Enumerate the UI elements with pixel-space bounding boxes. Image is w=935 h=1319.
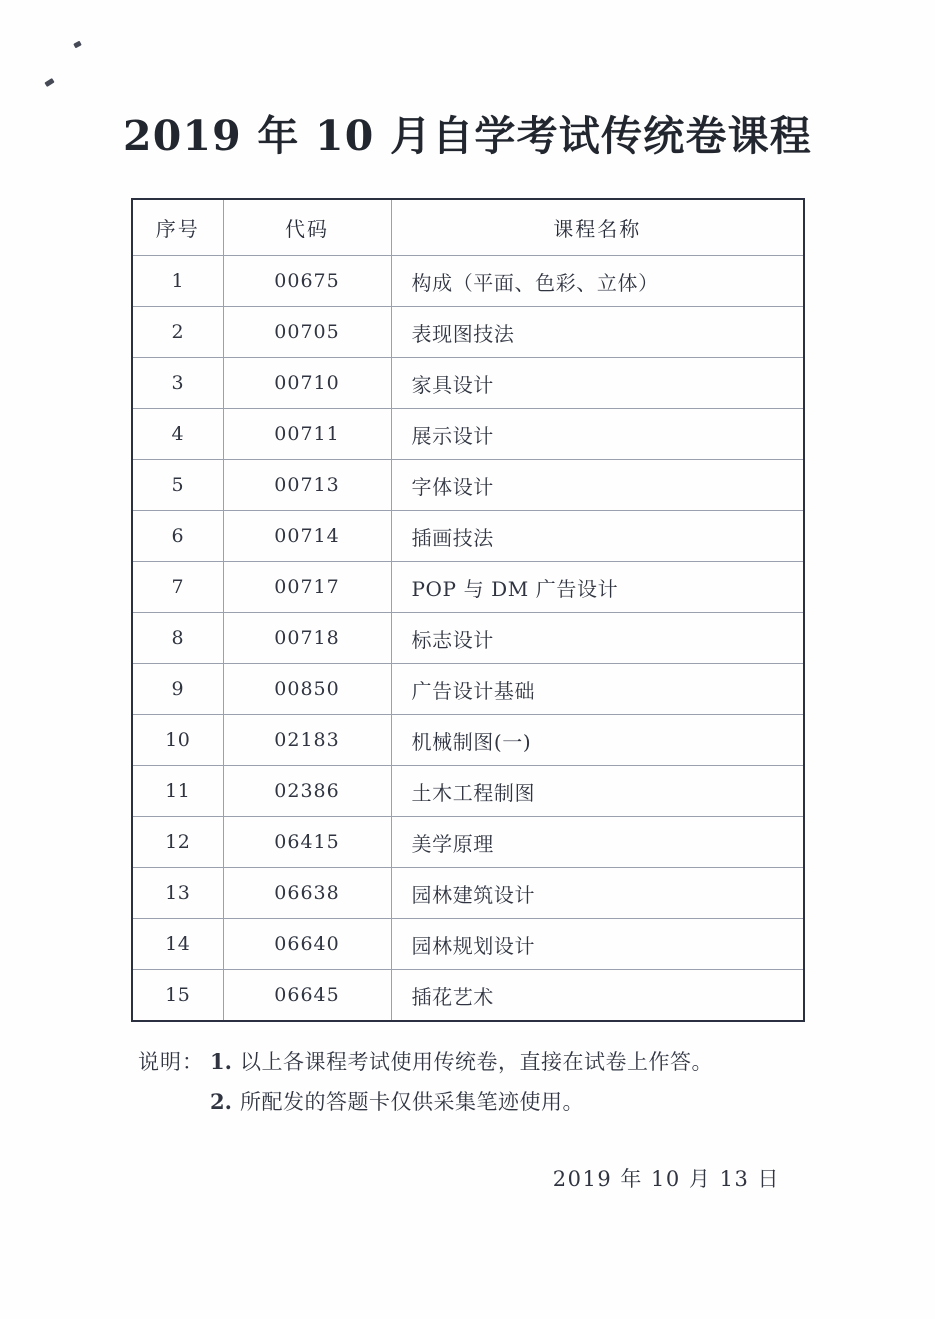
table-header-row: [132, 199, 804, 256]
note-number: 1.: [210, 1049, 232, 1074]
table-row: [132, 715, 804, 766]
cell-index: 1: [132, 256, 223, 307]
table-row: [132, 817, 804, 868]
cell-code: 00717: [223, 562, 391, 613]
cell-code: 00675: [223, 256, 391, 307]
cell-name: 标志设计: [391, 613, 804, 664]
cell-index: 9: [132, 664, 223, 715]
column-header-name: 课程名称: [391, 199, 804, 256]
cell-index: 4: [132, 409, 223, 460]
cell-name: 土木工程制图: [391, 766, 804, 817]
table-row: [132, 256, 804, 307]
note-text: 以上各课程考试使用传统卷，直接在试卷上作答。: [240, 1050, 713, 1074]
scan-speck-icon: [44, 78, 54, 87]
cell-name: 机械制图(一): [391, 715, 804, 766]
cell-name: 广告设计基础: [391, 664, 804, 715]
cell-index: 2: [132, 307, 223, 358]
notes-section: [138, 1042, 838, 1122]
cell-index: 3: [132, 358, 223, 409]
table-row: [132, 562, 804, 613]
column-header-code: 代码: [223, 199, 391, 256]
table-row: [132, 460, 804, 511]
cell-code: 06640: [223, 919, 391, 970]
cell-index: 7: [132, 562, 223, 613]
cell-index: 11: [132, 766, 223, 817]
table-row: [132, 919, 804, 970]
table-row: [132, 664, 804, 715]
document-date: 2019 年 10 月 13 日: [552, 1167, 780, 1191]
cell-index: 5: [132, 460, 223, 511]
cell-code: 00714: [223, 511, 391, 562]
cell-code: 06645: [223, 970, 391, 1022]
cell-code: 02183: [223, 715, 391, 766]
cell-index: 12: [132, 817, 223, 868]
cell-name: 表现图技法: [391, 307, 804, 358]
note-text: 所配发的答题卡仅供采集笔迹使用。: [240, 1090, 584, 1114]
table-row: [132, 613, 804, 664]
cell-index: 13: [132, 868, 223, 919]
table-row: [132, 409, 804, 460]
course-table-container: [131, 198, 803, 1022]
course-table-body: [132, 256, 804, 1022]
cell-index: 8: [132, 613, 223, 664]
cell-code: 00850: [223, 664, 391, 715]
cell-name: 园林规划设计: [391, 919, 804, 970]
cell-name: 字体设计: [391, 460, 804, 511]
cell-index: 6: [132, 511, 223, 562]
column-header-index: 序号: [132, 199, 223, 256]
cell-index: 15: [132, 970, 223, 1022]
cell-index: 10: [132, 715, 223, 766]
table-row: [132, 307, 804, 358]
cell-code: 02386: [223, 766, 391, 817]
note-item: [138, 1042, 838, 1082]
table-row: [132, 868, 804, 919]
scan-speck-icon: [73, 41, 82, 49]
cell-name: 展示设计: [391, 409, 804, 460]
cell-name: POP 与 DM 广告设计: [391, 562, 804, 613]
cell-name: 插花艺术: [391, 970, 804, 1022]
cell-name: 构成（平面、色彩、立体）: [391, 256, 804, 307]
cell-code: 00718: [223, 613, 391, 664]
cell-code: 06638: [223, 868, 391, 919]
cell-code: 00705: [223, 307, 391, 358]
cell-name: 家具设计: [391, 358, 804, 409]
cell-code: 00710: [223, 358, 391, 409]
page-title: 2019 年 10 月自学考试传统卷课程: [123, 112, 812, 160]
notes-label: 说明：: [138, 1050, 204, 1074]
cell-name: 插画技法: [391, 511, 804, 562]
table-row: [132, 766, 804, 817]
cell-code: 06415: [223, 817, 391, 868]
cell-index: 14: [132, 919, 223, 970]
course-table: [131, 198, 805, 1022]
cell-name: 园林建筑设计: [391, 868, 804, 919]
note-number: 2.: [210, 1089, 232, 1114]
cell-code: 00711: [223, 409, 391, 460]
table-row: [132, 358, 804, 409]
table-row: [132, 511, 804, 562]
table-row: [132, 970, 804, 1022]
note-item: [138, 1082, 838, 1122]
cell-code: 00713: [223, 460, 391, 511]
cell-name: 美学原理: [391, 817, 804, 868]
